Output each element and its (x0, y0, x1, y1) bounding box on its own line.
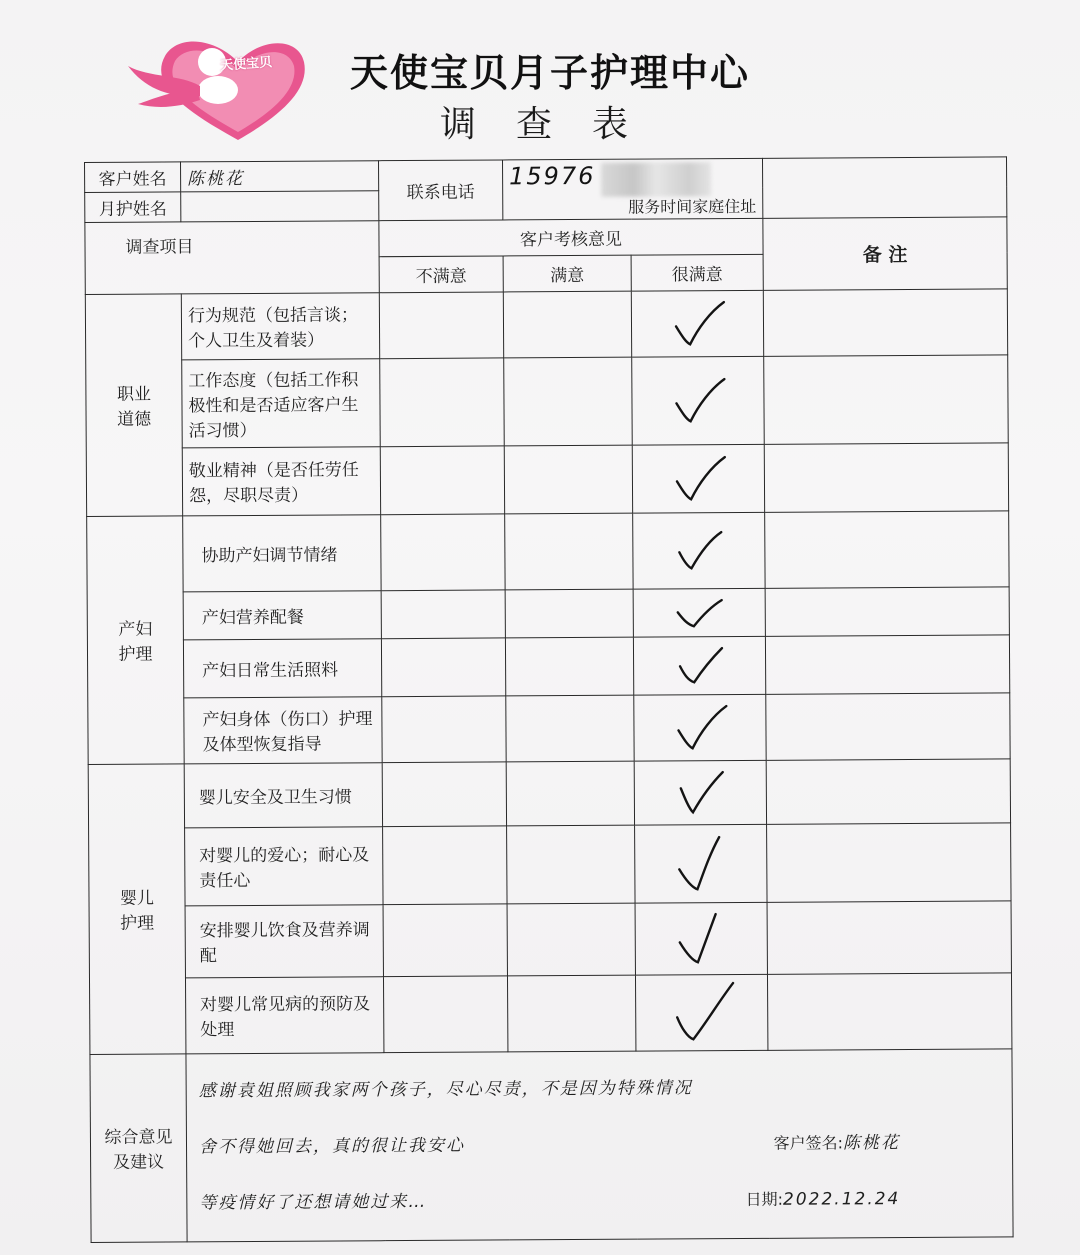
rating-cell-very-satisfied (635, 974, 767, 1051)
rating-cell-satisfied (507, 975, 635, 1052)
nurse-name-label: 月护姓名 (85, 192, 181, 222)
group-name-line2: 护理 (120, 913, 155, 934)
group-name-line1: 产妇 (118, 619, 153, 640)
item-text: 对婴儿常见病的预防及处理 (185, 976, 383, 1053)
item-text: 工作态度（包括工作积极性和是否适应客户生活习惯） (182, 358, 381, 447)
remarks-cell (764, 354, 1009, 443)
table-row (87, 510, 1009, 592)
page-title: 天使宝贝月子护理中心 (350, 51, 751, 95)
signature-row (199, 1114, 1000, 1175)
page-subtitle: 调查表 (440, 104, 669, 145)
rating-cell-very-satisfied (635, 902, 767, 975)
table-row (88, 692, 1010, 764)
nurse-name-value (181, 190, 379, 221)
survey-table (84, 156, 1014, 1242)
rating-cell-very-satisfied (634, 760, 766, 825)
rating-cell-very-satisfied (632, 444, 764, 513)
group-name-line2: 护理 (118, 644, 153, 665)
rating-cell-satisfied (505, 513, 633, 590)
table-row (86, 442, 1008, 516)
rating-cell-unsatisfied (382, 695, 506, 762)
rating-cell-satisfied (506, 761, 634, 826)
comment-line-3: 等疫情好了还想请她过来… (199, 1191, 428, 1214)
remarks-cell (765, 634, 1009, 693)
item-text: 产妇身体（伤口）护理及体型恢复指导 (184, 696, 382, 763)
opinion-header: 客户考核意见 (379, 218, 763, 256)
checkmark-icon (667, 981, 737, 1043)
comments-label-line1: 综合意见 (104, 1127, 173, 1148)
group-name-line1: 婴儿 (119, 888, 155, 909)
item-text: 产妇日常生活照料 (183, 638, 381, 697)
rating-cell-satisfied (507, 903, 635, 976)
comments-row (90, 1048, 1013, 1242)
table-row (86, 354, 1009, 448)
item-text: 协助产妇调节情绪 (183, 514, 381, 591)
item-text: 婴儿安全及卫生习惯 (184, 762, 382, 827)
remarks-cell (767, 972, 1011, 1049)
item-header: 调查项目 (85, 220, 379, 294)
table-row (87, 586, 1009, 640)
customer-name-row (85, 157, 1007, 192)
col-unsatisfied: 不满意 (379, 255, 503, 292)
date-label: 日期: (745, 1189, 784, 1209)
address-service-value (762, 157, 1006, 218)
comments-content (186, 1048, 1013, 1241)
remarks-cell (765, 586, 1009, 635)
signature-value: 陈桃花 (842, 1133, 901, 1154)
remarks-cell (767, 822, 1011, 901)
rating-cell-satisfied (504, 357, 633, 446)
rating-cell-very-satisfied (632, 356, 765, 445)
col-very-satisfied: 很满意 (631, 254, 763, 291)
rating-cell-very-satisfied (631, 290, 763, 357)
checkmark-icon (669, 528, 729, 572)
item-text: 安排婴儿饮食及营养调配 (185, 904, 383, 977)
table-row (85, 288, 1007, 360)
checkmark-icon (668, 375, 728, 425)
rating-cell-satisfied (506, 695, 634, 762)
item-text: 对婴儿的爱心；耐心及责任心 (185, 826, 383, 905)
table-header-row (85, 216, 1007, 258)
rating-cell-unsatisfied (381, 637, 505, 696)
date-row (199, 1170, 1000, 1231)
angel-heart-logo-icon (120, 28, 310, 148)
remarks-cell (766, 692, 1010, 759)
phone-cell (502, 158, 762, 219)
rating-cell-very-satisfied (634, 694, 766, 761)
rating-cell-unsatisfied (380, 357, 505, 446)
checkmark-icon (668, 453, 728, 503)
col-satisfied: 满意 (503, 255, 631, 292)
group-name-line2: 道德 (117, 409, 152, 430)
checkmark-icon (669, 594, 729, 630)
rating-cell-unsatisfied (381, 513, 505, 590)
address-label: 家庭住址 (692, 196, 757, 216)
rating-cell-unsatisfied (383, 975, 507, 1052)
table-row (88, 758, 1010, 828)
table-row (87, 634, 1009, 698)
rating-cell-very-satisfied (633, 636, 765, 695)
table-row (89, 900, 1011, 978)
rating-cell-satisfied (503, 291, 631, 358)
customer-name-value: 陈桃花 (181, 161, 379, 192)
rating-cell-unsatisfied (380, 445, 504, 514)
group-name-cell (85, 293, 182, 516)
table-row (89, 972, 1011, 1054)
remarks-cell (766, 758, 1010, 823)
group-name-cell (88, 763, 186, 1054)
rating-cell-unsatisfied (383, 825, 507, 904)
checkmark-icon (670, 702, 730, 752)
remarks-cell (763, 288, 1007, 355)
checkmark-icon (667, 298, 727, 348)
comment-line-2: 舍不得她回去，真的很让我安心 (198, 1135, 466, 1158)
item-text: 产妇营养配餐 (183, 590, 381, 639)
service-time-label: 服务时间 (628, 196, 693, 217)
phone-label: 联系电话 (378, 160, 502, 220)
phone-value: 15976 (509, 161, 596, 191)
rating-cell-unsatisfied (383, 903, 507, 976)
date-value: 2022.12.24 (782, 1189, 901, 1210)
group-name-cell (87, 515, 185, 764)
group-name-line1: 职业 (116, 384, 151, 405)
comment-line-1: 感谢袁姐照顾我家两个孩子，尽心尽责，不是因为特殊情况 (198, 1078, 693, 1102)
checkmark-icon (671, 833, 731, 893)
remarks-cell (767, 900, 1011, 973)
rating-cell-satisfied (507, 825, 635, 904)
remarks-cell (765, 510, 1009, 587)
checkmark-icon (671, 910, 731, 966)
table-row (89, 822, 1011, 906)
rating-cell-very-satisfied (633, 588, 765, 637)
rating-cell-satisfied (505, 637, 633, 696)
item-text: 敬业精神（是否任劳任怨，尽职尽责） (182, 446, 380, 515)
remarks-header: 备 注 (763, 216, 1007, 289)
comments-label-line2: 及建议 (113, 1152, 165, 1173)
checkmark-icon (670, 768, 730, 816)
logo-text: 天使宝贝 (219, 55, 273, 74)
rating-cell-unsatisfied (382, 761, 506, 826)
rating-cell-unsatisfied (379, 291, 503, 358)
comments-label-cell (90, 1053, 187, 1242)
rating-cell-very-satisfied (635, 824, 767, 903)
rating-cell-satisfied (505, 589, 633, 638)
rating-cell-satisfied (504, 445, 632, 514)
item-text: 行为规范（包括言谈；个人卫生及着装） (181, 292, 379, 359)
remarks-cell (764, 442, 1008, 511)
rating-cell-unsatisfied (381, 589, 505, 638)
phone-redaction (601, 162, 711, 197)
customer-name-label: 客户姓名 (85, 162, 181, 192)
checkmark-icon (669, 644, 729, 686)
signature-label: 客户签名: (773, 1133, 844, 1153)
rating-cell-very-satisfied (633, 512, 765, 589)
